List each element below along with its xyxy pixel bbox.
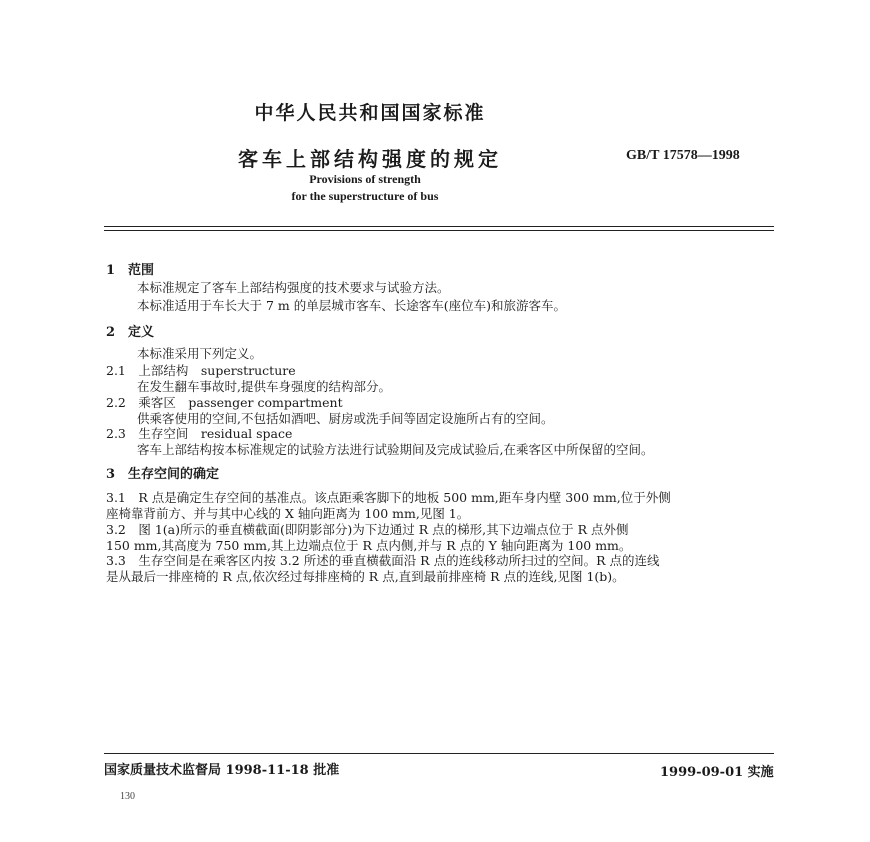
- clause-3-2-line-1: 3.2 图 1(a)所示的垂直横截面(即阴影部分)为下边通过 R 点的梯形,其下边端点位于 R 点外侧: [106, 522, 629, 537]
- footer-rule: [104, 753, 774, 754]
- page-number: 130: [120, 791, 135, 802]
- standard-type-heading: 中华人民共和国国家标准: [254, 102, 486, 124]
- effective-date: 1999-09-01 实施: [660, 765, 774, 780]
- section-1-heading: 1 范围: [106, 263, 155, 278]
- standard-code: GB/T 17578—1998: [626, 148, 740, 163]
- clause-3-3-line-1: 3.3 生存空间是在乘客区内按 3.2 所述的垂直横截面沿 R 点的连线移动所扫过的空间。R 点的连线: [106, 553, 660, 568]
- section-1-paragraph-1: 本标准规定了客车上部结构强度的技术要求与试验方法。: [137, 280, 450, 295]
- definition-2-1-term: 2.1 上部结构 superstructure: [106, 363, 296, 378]
- definition-2-2-text: 供乘客使用的空间,不包括如酒吧、厨房或洗手间等固定设施所占有的空间。: [137, 411, 554, 426]
- definition-2-1-text: 在发生翻车事故时,提供车身强度的结构部分。: [137, 379, 391, 394]
- definition-2-3-term: 2.3 生存空间 residual space: [106, 426, 293, 441]
- clause-3-1-line-2: 座椅靠背前方、并与其中心线的 X 轴向距离为 100 mm,见图 1。: [106, 506, 470, 521]
- approval-date: 国家质量技术监督局 1998-11-18 批准: [104, 763, 340, 778]
- clause-3-1-line-1: 3.1 R 点是确定生存空间的基准点。该点距乘客脚下的地板 500 mm,距车身内壁 300 mm,位于外侧: [106, 490, 671, 505]
- clause-3-3-line-2: 是从最后一排座椅的 R 点,依次经过每排座椅的 R 点,直到最前排座椅 R 点的连线,见图 1(b)。: [106, 569, 625, 584]
- english-title-line-2: for the superstructure of bus: [291, 189, 439, 203]
- header-rule-bottom: [104, 230, 774, 231]
- section-3-heading: 3 生存空间的确定: [106, 467, 220, 482]
- section-2-heading: 2 定义: [106, 325, 155, 340]
- definition-2-2-term: 2.2 乘客区 passenger compartment: [106, 395, 343, 410]
- document-title: 客车上部结构强度的规定: [238, 147, 502, 171]
- section-2-intro: 本标准采用下列定义。: [137, 346, 263, 361]
- header-rule-top: [104, 226, 774, 227]
- section-1-paragraph-2: 本标准适用于车长大于 7 m 的单层城市客车、长途客车(座位车)和旅游客车。: [137, 298, 566, 313]
- english-title-line-1: Provisions of strength: [309, 172, 421, 186]
- clause-3-2-line-2: 150 mm,其高度为 750 mm,其上边端点位于 R 点内侧,并与 R 点的 Y 轴向距离为 100 mm。: [106, 538, 632, 553]
- definition-2-3-text: 客车上部结构按本标准规定的试验方法进行试验期间及完成试验后,在乘客区中所保留的空间。: [137, 442, 654, 457]
